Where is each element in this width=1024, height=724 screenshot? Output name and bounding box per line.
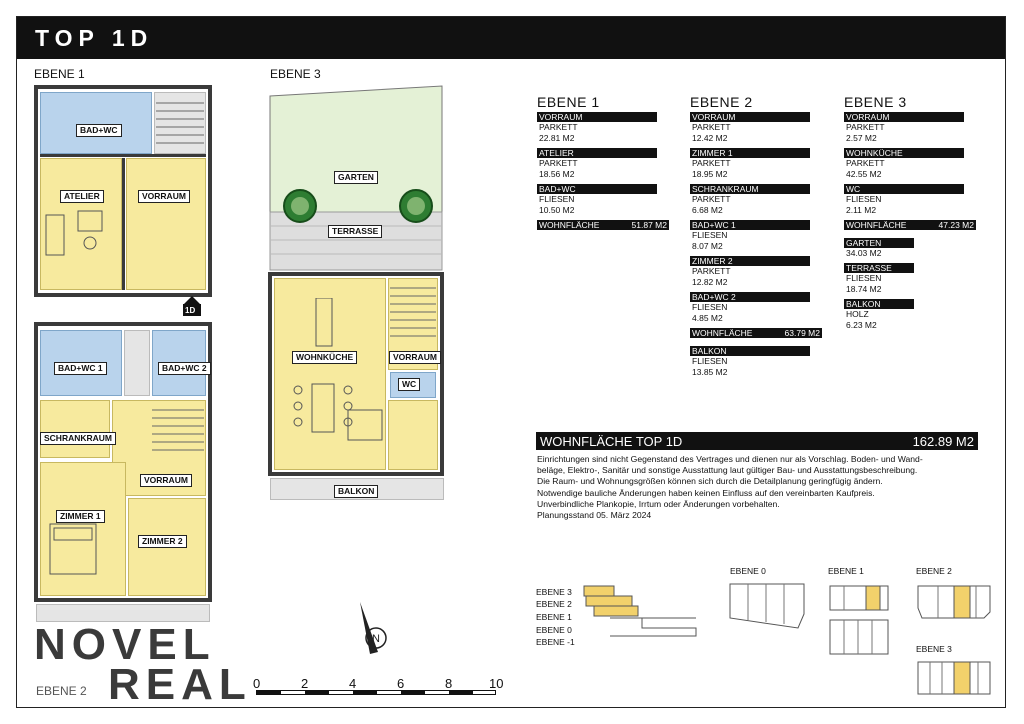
room-label: BAD+WC — [76, 124, 122, 137]
room-label: BAD+WC 1 — [54, 362, 107, 375]
area-entry: TERRASSE FLIESEN 18.74 M2 — [844, 263, 994, 295]
area-entry: WOHNKÜCHE PARKETT 42.55 M2 — [844, 148, 994, 180]
entrance-label: 1D — [185, 306, 196, 315]
key-mini-label: EBENE 2 — [916, 566, 952, 576]
title-bar — [17, 17, 1005, 59]
key-plan-ebene2 — [914, 582, 994, 622]
areas-heading: EBENE 1 — [537, 94, 600, 110]
scale-tick: 10 — [489, 676, 504, 691]
key-level-label: EBENE 3 — [536, 587, 572, 597]
key-level-label: EBENE 1 — [536, 612, 572, 622]
room-label: WC — [398, 378, 420, 391]
area-total: WOHNFLÄCHE 47.23 M2 — [846, 220, 974, 230]
room-label: BALKON — [334, 485, 378, 498]
areas-ebene3 — [844, 94, 994, 335]
room-label: VORRAUM — [138, 190, 190, 203]
brand-logo: REAL — [108, 660, 252, 709]
scale-tick: 8 — [445, 676, 453, 691]
ebene3-plan-label: EBENE 3 — [270, 67, 321, 81]
brand-logo: NOVEL — [34, 620, 216, 669]
ebene1-plan-label: EBENE 1 — [34, 67, 85, 81]
svg-text:N: N — [372, 633, 380, 645]
room-label: ATELIER — [60, 190, 104, 203]
room-label: ZIMMER 1 — [56, 510, 105, 523]
area-entry: BAD+WC FLIESEN 10.50 M2 — [537, 184, 687, 216]
room-label: VORRAUM — [140, 474, 192, 487]
area-entry: ATELIER PARKETT 18.56 M2 — [537, 148, 687, 180]
area-total: WOHNFLÄCHE 51.87 M2 — [539, 220, 667, 230]
area-entry: ZIMMER 1 PARKETT 18.95 M2 — [690, 148, 840, 180]
key-plan-ebene1 — [828, 584, 892, 658]
area-entry: VORRAUM PARKETT 2.57 M2 — [844, 112, 994, 144]
north-arrow-icon — [356, 600, 396, 662]
scale-tick: 4 — [349, 676, 357, 691]
areas-heading: EBENE 3 — [844, 94, 907, 110]
grand-total-label: WOHNFLÄCHE TOP 1D — [540, 433, 683, 449]
areas-ebene2 — [690, 94, 840, 382]
staircase-icon — [390, 280, 436, 344]
grand-total-bar — [536, 432, 978, 450]
area-entry: SCHRANKRAUM PARKETT 6.68 M2 — [690, 184, 840, 216]
key-plan-ebene0 — [728, 578, 808, 634]
area-entry: BAD+WC 2 FLIESEN 4.85 M2 — [690, 292, 840, 324]
kitchen-furniture-icon — [290, 298, 386, 448]
key-mini-label: EBENE 3 — [916, 644, 952, 654]
scale-tick: 2 — [301, 676, 309, 691]
room-label: ZIMMER 2 — [138, 535, 187, 548]
area-entry: BAD+WC 1 FLIESEN 8.07 M2 — [690, 220, 840, 252]
room-label: WOHNKÜCHE — [292, 351, 357, 364]
staircase-icon — [152, 402, 204, 462]
room-label: TERRASSE — [328, 225, 382, 238]
area-entry: BALKON FLIESEN 13.85 M2 — [690, 346, 840, 378]
section-diagram — [580, 584, 700, 644]
area-entry: VORRAUM PARKETT 22.81 M2 — [537, 112, 687, 144]
scale-tick: 0 — [253, 676, 261, 691]
staircase-icon — [156, 95, 204, 151]
key-mini-label: EBENE 0 — [730, 566, 766, 576]
furniture-icon — [42, 205, 112, 265]
room-label: SCHRANKRAUM — [40, 432, 116, 445]
grand-total-value: 162.89 M2 — [912, 433, 974, 449]
room-label: BAD+WC 2 — [158, 362, 211, 375]
bed-icon — [46, 520, 116, 580]
area-entry: GARTEN 34.03 M2 — [844, 238, 994, 259]
areas-heading: EBENE 2 — [690, 94, 753, 110]
key-level-label: EBENE 0 — [536, 625, 572, 635]
ebene2-plan-label: EBENE 2 — [36, 684, 87, 698]
page-title: TOP 1D — [35, 25, 154, 51]
key-mini-label: EBENE 1 — [828, 566, 864, 576]
key-plan-ebene3 — [914, 658, 994, 698]
room-label: GARTEN — [334, 171, 378, 184]
area-total: WOHNFLÄCHE 63.79 M2 — [692, 328, 820, 338]
room-label: VORRAUM — [389, 351, 441, 364]
area-entry: VORRAUM PARKETT 12.42 M2 — [690, 112, 840, 144]
areas-ebene1 — [537, 94, 687, 238]
area-entry: ZIMMER 2 PARKETT 12.82 M2 — [690, 256, 840, 288]
key-level-label: EBENE 2 — [536, 599, 572, 609]
disclaimer-notes: Einrichtungen sind nicht Gegenstand des Vertrages und dienen nur als Vorschlag. Boden- und Wand- beläge, Elektro-, Sanitär und sonstige Ausstattung laut gültiger Bau- und Ausstattungsbeschreibung. Die Raum- und Wohnungsgrößen können sich durch die Detailplanung geringfügig ändern. Notwendige bauliche Änderungen haben keinen Einfluss auf den vereinbarten Kaufpreis. Unverbindliche Plankopie, Irrtum oder Änderungen vorbehalten. Planungsstand 05. März 2024 — [537, 454, 923, 521]
area-entry: BALKON HOLZ 6.23 M2 — [844, 299, 994, 331]
area-entry: WC FLIESEN 2.11 M2 — [844, 184, 994, 216]
key-level-label: EBENE -1 — [536, 637, 575, 647]
scale-tick: 6 — [397, 676, 405, 691]
